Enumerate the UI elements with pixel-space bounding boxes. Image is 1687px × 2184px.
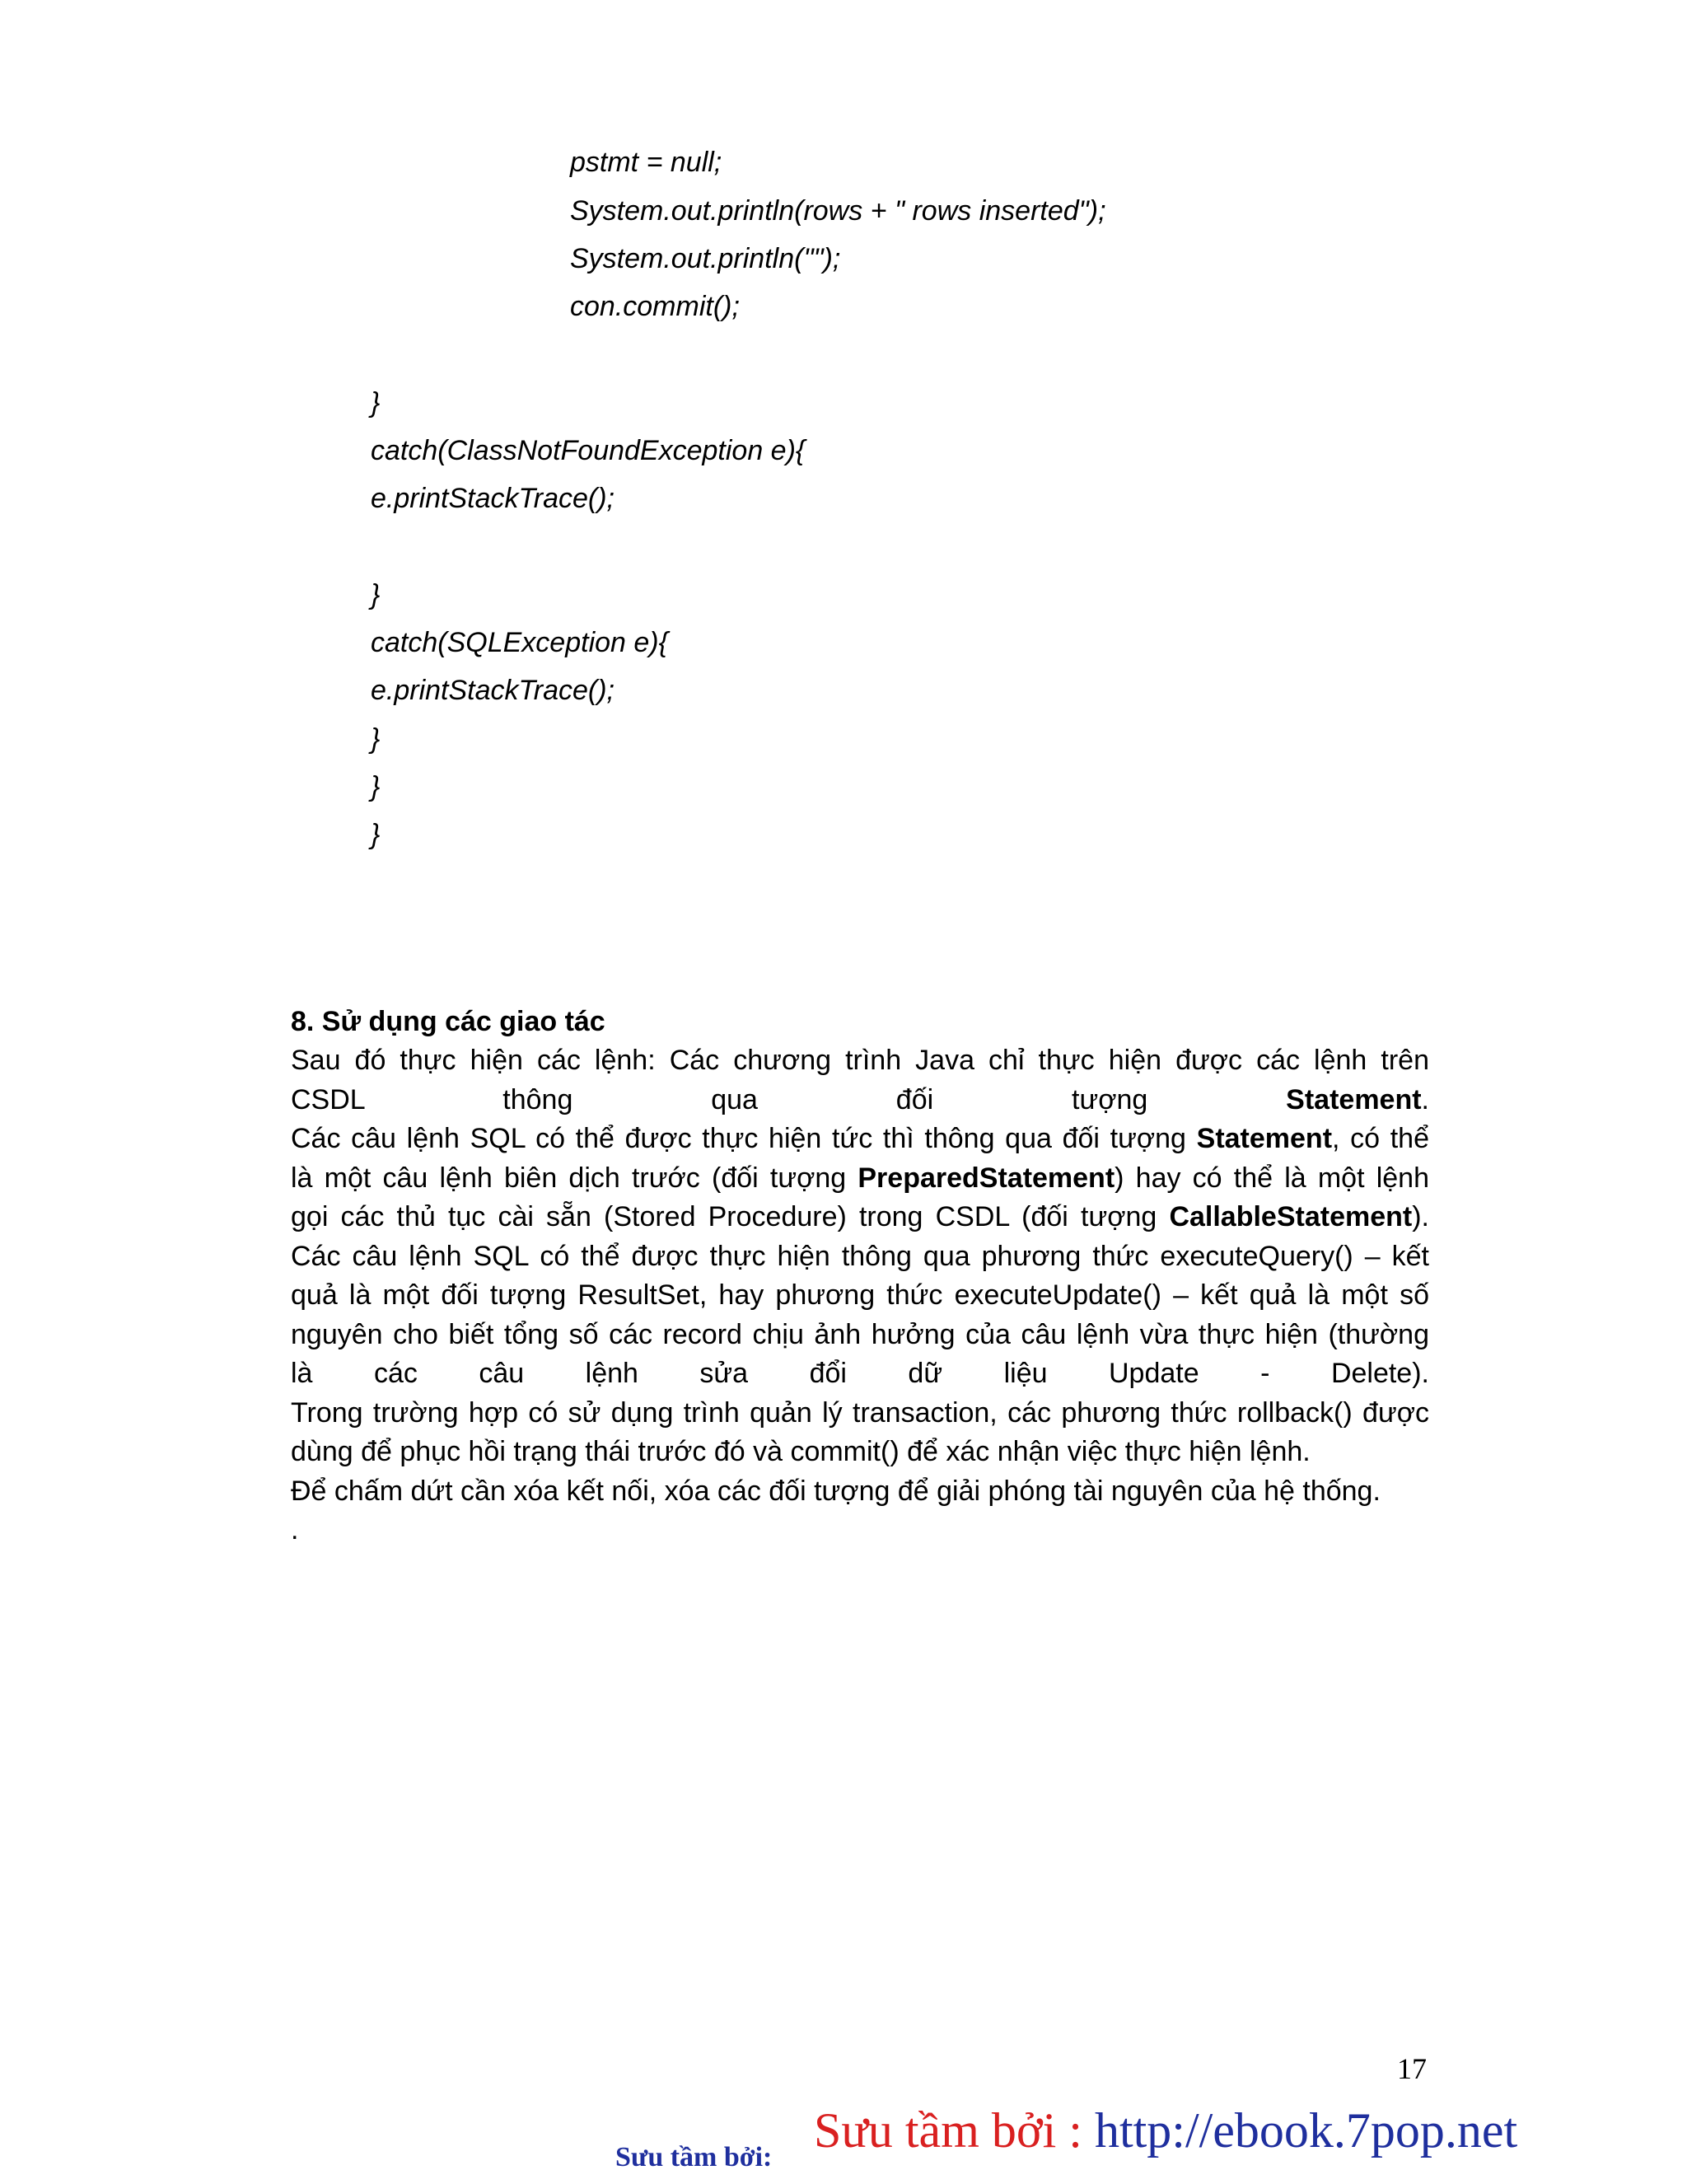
watermark-prefix: Sưu tầm bởi :: [814, 2103, 1095, 2158]
code-line: }: [371, 819, 381, 850]
footer-collected-by: Sưu tầm bởi:: [615, 2142, 773, 2172]
code-line: System.out.println("");: [570, 243, 841, 274]
text-line: [291, 1120, 1429, 1159]
code-line: pstmt = null;: [570, 147, 722, 178]
code-line: }: [371, 771, 381, 802]
text-line: dùng để phục hồi trạng thái trước đó và commit() để xác nhận việc thực hiện lệnh.: [291, 1436, 1311, 1467]
code-line: System.out.println(rows + " rows inserted");: [570, 195, 1106, 227]
code-line: catch(ClassNotFoundException e){: [371, 435, 806, 466]
text-span: , có thể: [1332, 1123, 1430, 1154]
text-line: [291, 1198, 1429, 1237]
paragraph: [291, 1394, 1429, 1472]
page-number: 17: [1397, 2052, 1427, 2085]
paragraph: [291, 1511, 1429, 1550]
text-span: ).: [1412, 1201, 1429, 1232]
keyword-statement: Statement: [1286, 1083, 1422, 1115]
text-line: là các câu lệnh sửa đổi dữ liệu Update - Delete).: [291, 1358, 1429, 1389]
code-line: }: [371, 723, 381, 755]
code-line: e.printStackTrace();: [371, 483, 615, 514]
footer-watermark: [814, 2102, 1517, 2159]
code-line: con.commit();: [570, 291, 740, 322]
paragraph: [291, 1237, 1429, 1394]
keyword-prepared-statement: PreparedStatement: [858, 1162, 1115, 1194]
text-line: [291, 1081, 1429, 1120]
code-line: catch(SQLException e){: [371, 627, 668, 658]
keyword-callable-statement: CallableStatement: [1169, 1201, 1413, 1232]
code-line: }: [371, 579, 381, 610]
text-line: Sau đó thực hiện các lệnh: Các chương trình Java chỉ thực hiện được các lệnh trên: [291, 1045, 1429, 1076]
paragraph: [291, 1472, 1429, 1512]
code-line: e.printStackTrace();: [371, 675, 615, 706]
watermark-url: http://ebook.7pop.net: [1094, 2103, 1518, 2158]
text-line: Các câu lệnh SQL có thể được thực hiện thông qua phương thức executeQuery() – kết: [291, 1240, 1429, 1272]
text-line: quả là một đối tượng ResultSet, hay phương thức executeUpdate() – kết quả là một số: [291, 1279, 1429, 1311]
text-span: .: [1421, 1083, 1429, 1115]
text-line: Trong trường hợp có sử dụng trình quản lý transaction, các phương thức rollback() được: [291, 1396, 1429, 1429]
keyword-statement: Statement: [1196, 1123, 1333, 1154]
text-line: [291, 1159, 1429, 1199]
section-transactions: [291, 1002, 1429, 1550]
text-line: nguyên cho biết tổng số các record chịu ảnh hưởng của câu lệnh vừa thực hiện (thường: [291, 1318, 1429, 1350]
text-span: CSDL thông qua đối tượng: [291, 1083, 1287, 1115]
text-span: gọi các thủ tục cài sẵn (Stored Procedure) trong CSDL (đối tượng: [291, 1201, 1170, 1232]
paragraph: [291, 1041, 1429, 1237]
text-span: Các câu lệnh SQL có thể được thực hiện tức thì thông qua đối tượng: [291, 1123, 1197, 1154]
text-span: ) hay có thể là một lệnh: [1115, 1162, 1429, 1194]
text-span: là một câu lệnh biên dịch trước (đối tượng: [291, 1162, 858, 1194]
text-line: .: [291, 1514, 299, 1546]
code-line: }: [371, 387, 381, 419]
text-line: Để chấm dứt cần xóa kết nối, xóa các đối tượng để giải phóng tài nguyên của hệ thống.: [291, 1475, 1381, 1507]
section-heading: 8. Sử dụng các giao tác: [291, 1006, 605, 1037]
